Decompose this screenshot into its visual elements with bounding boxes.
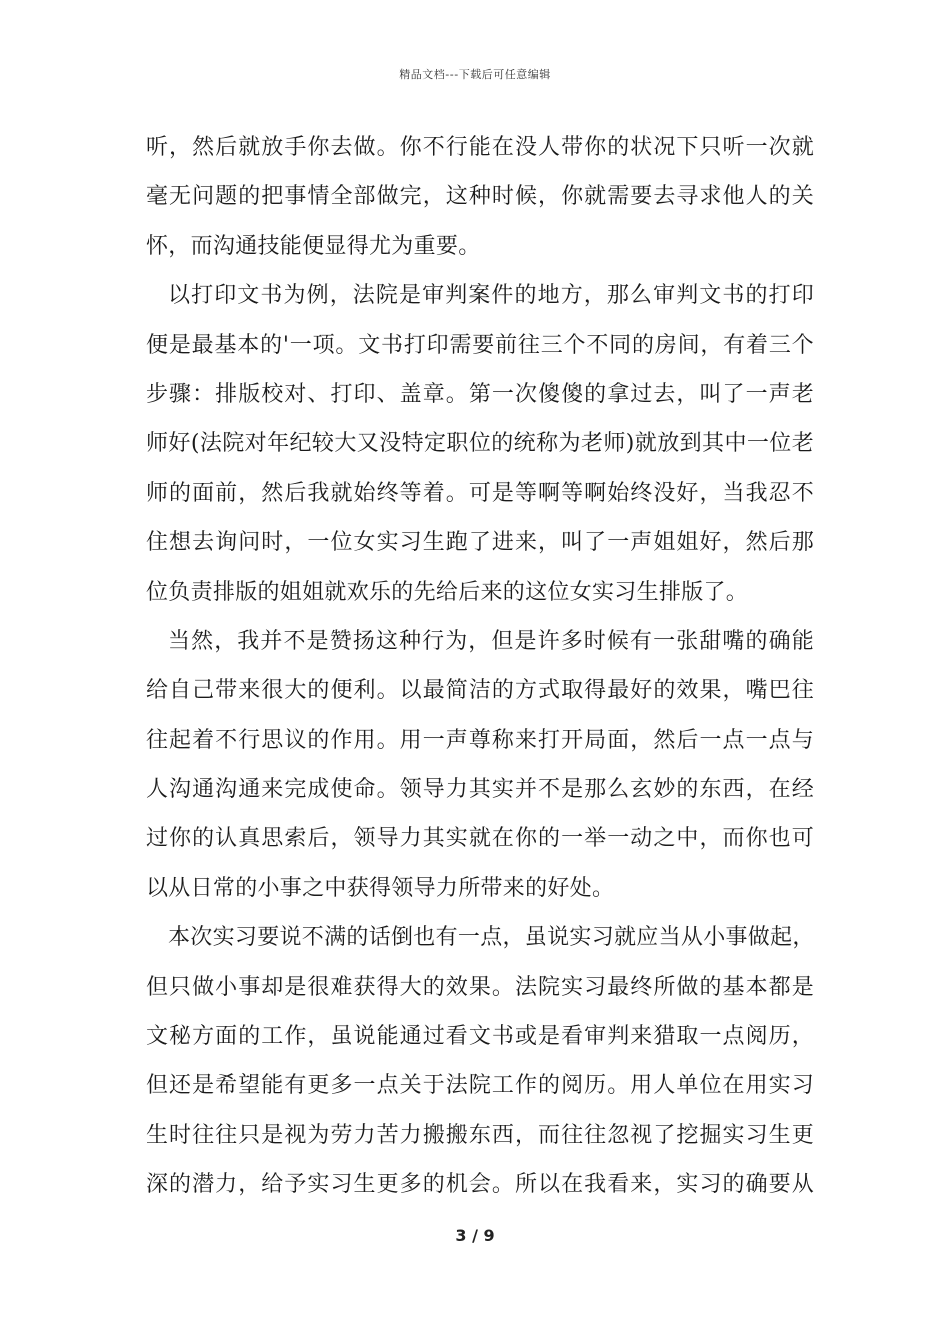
text-line: 便是最基本的'一项。文书打印需要前往三个不同的房间，有着三个 (146, 332, 814, 358)
text-line: 过你的认真思索后，领导力其实就在你的一举一动之中，而你也可 (146, 826, 814, 852)
text-line: 住想去询问时，一位女实习生跑了进来，叫了一声姐姐好，然后那 (146, 530, 814, 556)
text-line: 以打印文书为例，法院是审判案件的地方，那么审判文书的打印 (168, 283, 814, 309)
text-line: 以从日常的小事之中获得领导力所带来的好处。 (146, 875, 615, 901)
text-line: 当然，我并不是赞扬这种行为，但是许多时候有一张甜嘴的确能 (168, 628, 814, 654)
text-line: 人沟通沟通来完成使命。领导力其实并不是那么玄妙的东西，在经 (146, 777, 814, 803)
text-line: 本次实习要说不满的话倒也有一点，虽说实习就应当从小事做起， (168, 925, 815, 951)
text-line: 听，然后就放手你去做。你不行能在没人带你的状况下只听一次就 (146, 135, 814, 160)
text-line: 位负责排版的姐姐就欢乐的先给后来的这位女实习生排版了。 (146, 579, 749, 605)
page-number: 3 / 9 (455, 1226, 495, 1245)
text-line: 给自己带来很大的便利。以最简洁的方式取得最好的效果，嘴巴往 (146, 678, 814, 704)
document-body (146, 128, 814, 1215)
text-line: 深的潜力，给予实习生更多的机会。所以在我看来，实习的确要从 (146, 1172, 814, 1198)
text-line: 步骤：排版校对、打印、盖章。第一次傻傻的拿过去，叫了一声老 (146, 381, 814, 407)
text-line: 毫无问题的把事情全部做完，这种时候，你就需要去寻求他人的关 (146, 184, 814, 210)
text-line: 但只做小事却是很难获得大的效果。法院实习最终所做的基本都是 (146, 974, 814, 1000)
text-line: 生时往往只是视为劳力苦力搬搬东西，而往往忽视了挖掘实习生更 (146, 1122, 814, 1148)
text-line: 怀，而沟通技能便显得尤为重要。 (146, 233, 481, 259)
page-header: 精品文档---下载后可任意编辑 (399, 68, 551, 81)
text-line: 往起着不行思议的作用。用一声尊称来打开局面，然后一点一点与 (146, 727, 814, 753)
text-line: 师好(法院对年纪较大又没特定职位的统称为老师)就放到其中一位老 (146, 431, 814, 457)
text-line: 文秘方面的工作，虽说能通过看文书或是看审判来猎取一点阅历， (146, 1024, 814, 1050)
text-line: 师的面前，然后我就始终等着。可是等啊等啊始终没好，当我忍不 (146, 480, 814, 506)
text-line: 但还是希望能有更多一点关于法院工作的阅历。用人单位在用实习 (146, 1073, 814, 1099)
